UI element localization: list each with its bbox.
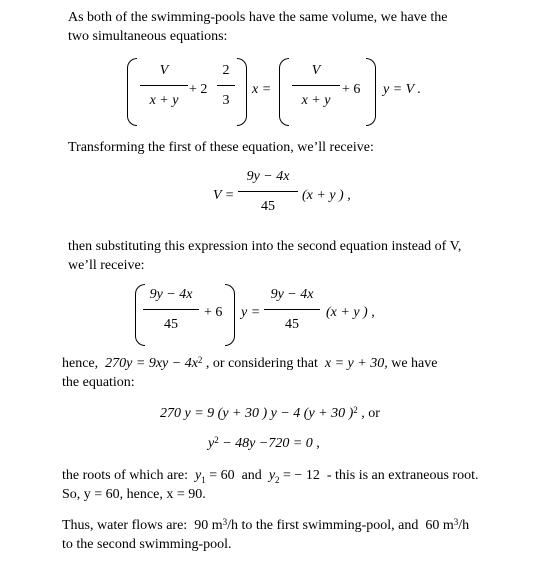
equation-4-line-1: 270 y = 9 (y + 30 ) y − 4 (y + 30 )$^2$ , or [160, 405, 380, 421]
intro-line-2: two simultaneous equations: [68, 29, 228, 44]
fraction-9y-4x-over-45: 9y − 4x 45 [143, 286, 199, 334]
x-plus-y-term: (x + y ) , [326, 305, 375, 320]
intro-line-1: As both of the swimming-pools have the same volume, we have the [68, 10, 448, 25]
flows-line: Thus, water flows are: 90 $m^3/h$ to the first swimming-pool, and 60 $m^3/h$ [62, 517, 470, 533]
x-plus-y-term: (x + y ) , [302, 188, 351, 203]
substitute-line-1: then substituting this expression into the second equation instead of V, [68, 239, 462, 254]
fraction-v-over-x-plus-y: V x + y [292, 62, 340, 110]
substitute-line-2: we’ll receive: [68, 258, 145, 273]
right-paren [366, 58, 376, 126]
second-pool-line: to the second swimming-pool. [62, 537, 232, 552]
x-equals: x = [252, 82, 272, 97]
transform-text: Transforming the first of these equation, we’ll receive: [68, 140, 374, 155]
so-line: So, y = 60, hence, x = 90. [62, 487, 206, 502]
the-equation-label: the equation: [62, 375, 135, 390]
fraction-9y-4x-over-45: 9y − 4x 45 [238, 168, 298, 216]
left-paren [127, 58, 137, 126]
fraction-two-thirds: 2 3 [217, 62, 235, 110]
y-equals-v: y = V . [383, 82, 421, 97]
equation-4-line-2: $y^2 - 48y -720 = 0$ , [208, 435, 320, 451]
roots-line: the roots of which are: $y_1 = 60$ and $y_2$ = − 12 - this is an extraneous root. [62, 468, 479, 485]
right-paren [237, 58, 247, 126]
v-equals: V = [213, 188, 235, 203]
fraction-v-over-x-plus-y: V x + y [140, 62, 188, 110]
right-paren [225, 284, 235, 346]
fraction-9y-4x-over-45: 9y − 4x 45 [264, 286, 320, 334]
plus-two: + 2 [189, 82, 208, 97]
y-equals: y = [241, 305, 261, 320]
left-paren [279, 58, 289, 126]
plus-six: + 6 [342, 82, 361, 97]
plus-six: + 6 [204, 305, 223, 320]
hence-line: hence, $270y = 9xy - 4x^2$ , or considering that x = y + 30, we have [62, 355, 438, 371]
